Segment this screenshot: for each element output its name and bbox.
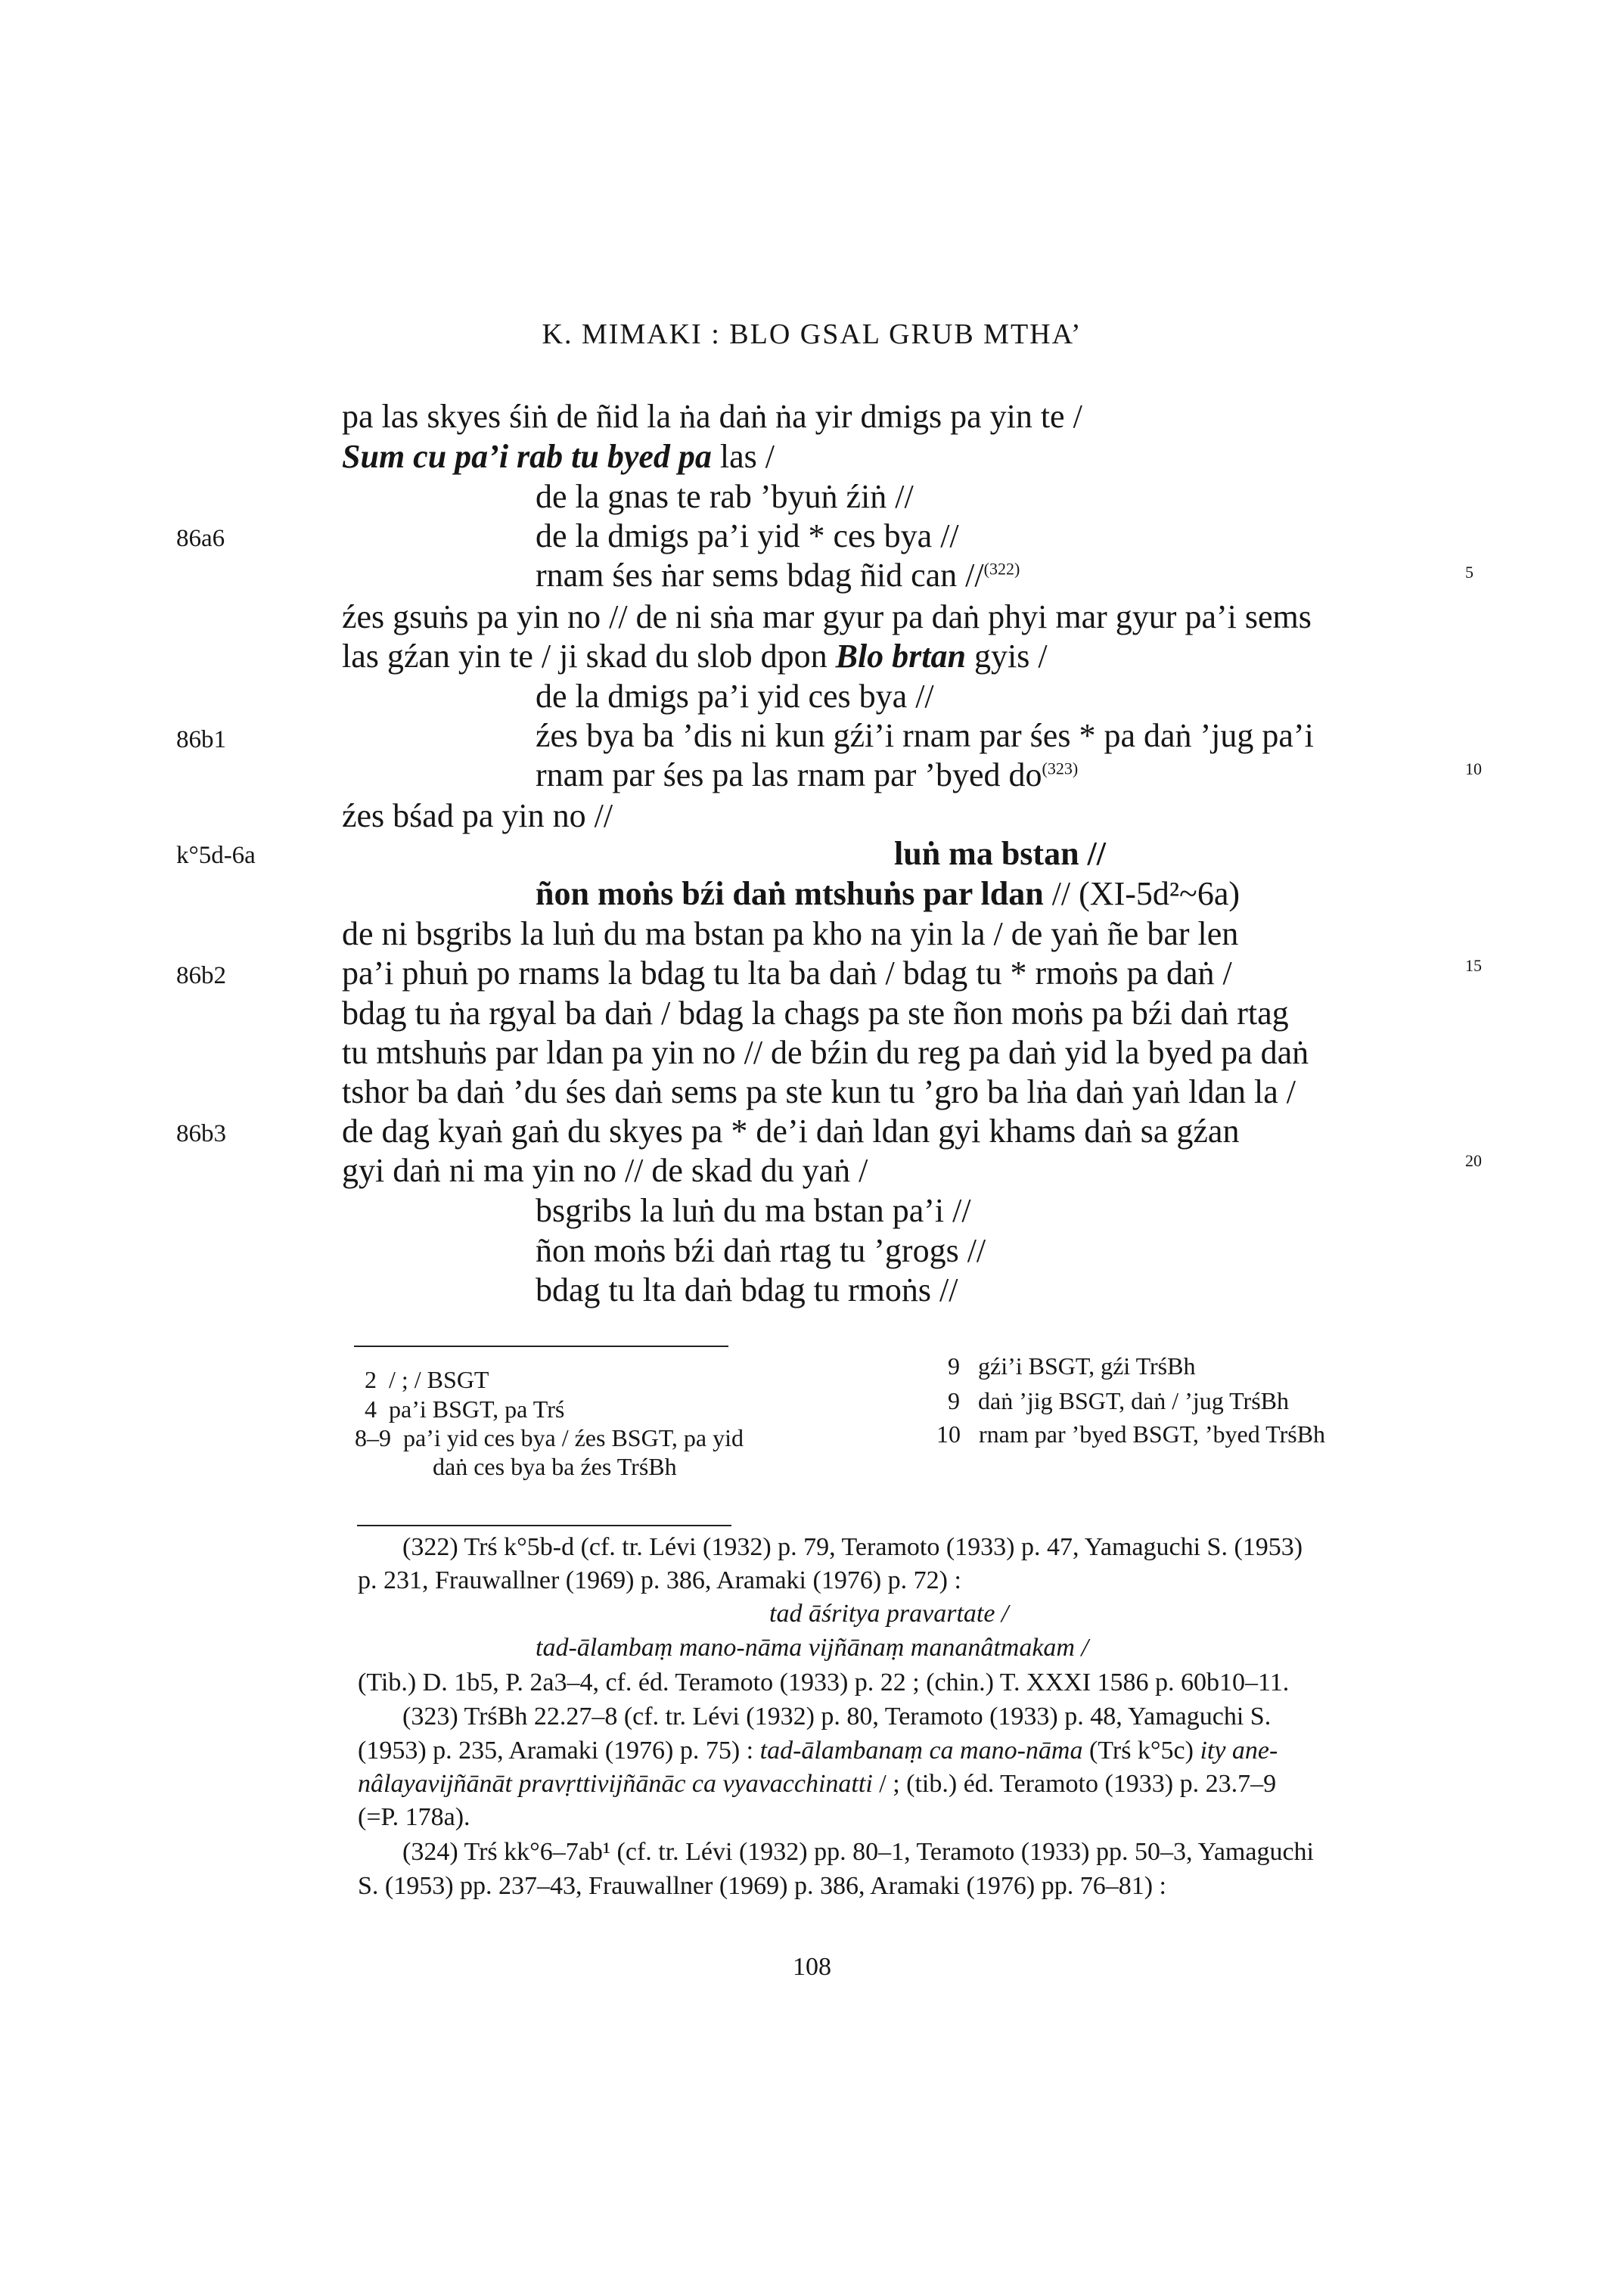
text-line: las gźan yin te / ji skad du slob dpon Blo brtan gyis /: [342, 638, 1048, 675]
title-emphasis: Sum cu pa’i rab tu byed pa: [342, 438, 712, 475]
text-line: pa las skyes śiṅ de ñid la ṅa daṅ ṅa yir dmigs pa yin te /: [342, 398, 1082, 435]
margin-ref: k°5d-6a: [176, 842, 256, 869]
text-line: bdag tu ṅa rgyal ba daṅ / bdag la chags pa ste ñon moṅs pa bźi daṅ rtag: [342, 995, 1289, 1032]
variant-entry: 4 pa’i BSGT, pa Trś: [365, 1395, 565, 1423]
text-line: tu mtshuṅs par ldan pa yin no // de bźin du reg pa daṅ yid la byed pa daṅ: [342, 1034, 1309, 1071]
footnote-verse: tad āśritya pravartate /: [769, 1600, 1009, 1628]
verse-line: de la gnas te rab ’byuṅ źiṅ //: [536, 478, 914, 515]
footnote-line: p. 231, Frauwallner (1969) p. 386, Aramaki (1976) p. 72) :: [358, 1566, 961, 1594]
text-line: gyi daṅ ni ma yin no // de skad du yaṅ /: [342, 1152, 868, 1189]
footnote-line: (1953) p. 235, Aramaki (1976) p. 75) : tad-ālambanaṃ ca mano-nāma (Trś k°5c) ity ane-: [358, 1737, 1278, 1765]
variant-entry: 2 / ; / BSGT: [365, 1366, 489, 1393]
page-number: 108: [793, 1953, 831, 1981]
margin-ref: 86b2: [176, 962, 226, 989]
footnote-line: (=P. 178a).: [358, 1803, 470, 1831]
footnote-ref: (322): [983, 559, 1020, 579]
text-line: de dag kyaṅ gaṅ du skyes pa * de’i daṅ ldan gyi khams daṅ sa gźan: [342, 1113, 1240, 1150]
apparatus-divider: [354, 1346, 728, 1347]
footnote-divider: [357, 1525, 731, 1526]
text-line: de ni bsgribs la luṅ du ma bstan pa kho na yin la / de yaṅ ñe bar len: [342, 915, 1239, 952]
line-number: 10: [1465, 759, 1482, 778]
text-line: Sum cu pa’i rab tu byed pa las /: [342, 438, 775, 475]
line-number: 20: [1465, 1151, 1482, 1170]
section-heading: luṅ ma bstan //: [894, 835, 1106, 872]
line-number: 5: [1465, 563, 1473, 582]
footnote-line: (324) Trś kk°6–7ab¹ (cf. tr. Lévi (1932) pp. 80–1, Teramoto (1933) pp. 50–3, Yamaguchi: [402, 1838, 1314, 1866]
margin-ref: 86b3: [176, 1120, 226, 1147]
verse-line: źes bya ba ’dis ni kun gźi’i rnam par śes * pa daṅ ’jug pa’i: [536, 717, 1314, 754]
text-line: pa’i phuṅ po rnams la bdag tu lta ba daṅ / bdag tu * rmoṅs pa daṅ /: [342, 955, 1232, 992]
verse-line: bdag tu lta daṅ bdag tu rmoṅs //: [536, 1271, 958, 1308]
author-emphasis: Blo brtan: [835, 638, 966, 675]
verse-line: ñon moṅs bźi daṅ rtag tu ’grogs //: [536, 1232, 986, 1269]
footnote-line: S. (1953) pp. 237–43, Frauwallner (1969) p. 386, Aramaki (1976) pp. 76–81) :: [358, 1872, 1166, 1900]
footnote-line: (Tib.) D. 1b5, P. 2a3–4, cf. éd. Teramoto (1933) p. 22 ; (chin.) T. XXXI 1586 p. 60b10–11.: [358, 1669, 1290, 1696]
verse-line: rnam par śes pa las rnam par ’byed $do^{(323)}$: [536, 756, 1079, 793]
variant-entry-cont: daṅ ces bya ba źes TrśBh: [433, 1453, 677, 1480]
footnote-verse: tad-ālambaṃ mano-nāma vijñānaṃ mananâtmakam /: [536, 1634, 1088, 1662]
margin-ref: 86b1: [176, 726, 226, 753]
variant-entry: 9 daṅ ’jig BSGT, daṅ / ’jug TrśBh: [948, 1387, 1289, 1414]
footnote-line: (323) TrśBh 22.27–8 (cf. tr. Lévi (1932) p. 80, Teramoto (1933) p. 48, Yamaguchi S.: [402, 1703, 1272, 1731]
margin-ref: 86a6: [176, 525, 225, 552]
section-subheading: ñon moṅs bźi daṅ mtshuṅs par ldan // (XI-5d²~6a): [536, 875, 1241, 912]
variant-entry: 10 rnam par ’byed BSGT, ’byed TrśBh: [936, 1420, 1326, 1448]
running-header: K. MIMAKI : BLO GSAL GRUB MTHA’: [542, 318, 1082, 350]
line-number: 15: [1465, 956, 1482, 975]
footnote-line: (322) Trś k°5b-d (cf. tr. Lévi (1932) p. 79, Teramoto (1933) p. 47, Yamaguchi S. (1953): [402, 1533, 1303, 1561]
footnote-line: nâlayavijñānāt pravṛttivijñānāc ca vyavacchinatti / ; (tib.) éd. Teramoto (1933) p. 23.7–9: [358, 1770, 1277, 1798]
verse-line: de la dmigs pa’i yid ces bya //: [536, 678, 934, 715]
variant-entry: 9 gźi’i BSGT, gźi TrśBh: [948, 1352, 1196, 1380]
footnote-ref: (323): [1042, 759, 1079, 778]
text-line: źes gsuṅs pa yin no // de ni sṅa mar gyur pa daṅ phyi mar gyur pa’i sems: [342, 598, 1312, 635]
variant-entry: 8–9 pa’i yid ces bya / źes BSGT, pa yid: [355, 1424, 744, 1451]
text-line: tshor ba daṅ ’du śes daṅ sems pa ste kun tu ’gro ba lṅa daṅ yaṅ ldan la /: [342, 1073, 1296, 1110]
verse-line: de la dmigs pa’i yid * ces bya //: [536, 517, 959, 554]
text-line: źes bśad pa yin no //: [342, 797, 613, 834]
verse-line: rnam śes ṅar sems bdag ñid can //$^{(322)}$: [536, 557, 1020, 594]
verse-line: bsgribs la luṅ du ma bstan pa’i //: [536, 1192, 971, 1229]
